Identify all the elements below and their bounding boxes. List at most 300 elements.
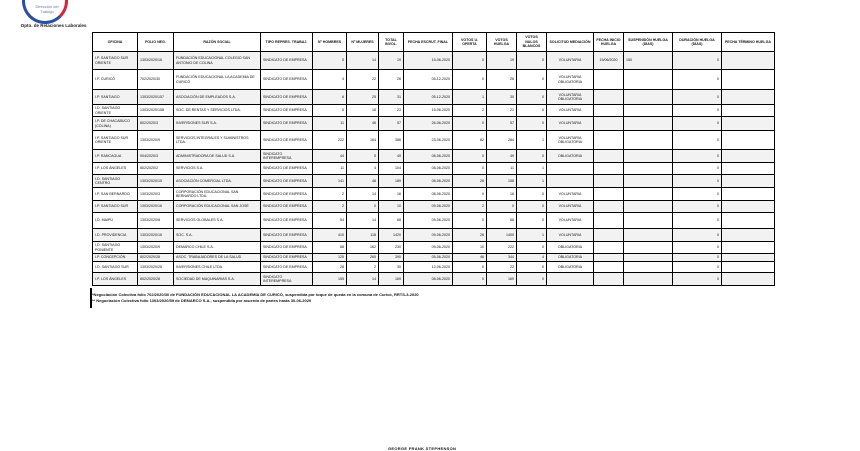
table-cell: 158 (487, 175, 517, 188)
table-row (93, 229, 775, 242)
table-cell: 19 (379, 52, 404, 70)
table-cell (594, 188, 624, 201)
table-cell: VOLUNTARIA (547, 213, 594, 229)
table-cell: 08-06-2020 (404, 273, 453, 286)
table-cell (624, 90, 673, 105)
table-cell: 0 (517, 188, 547, 201)
table-cell: 09-06-2020 (404, 213, 453, 229)
table-cell: 0 (517, 52, 547, 70)
table-cell (722, 242, 775, 254)
table-cell (624, 150, 673, 163)
table-cell: 0 (453, 188, 487, 201)
table-row (93, 254, 775, 262)
table-row (93, 90, 775, 105)
table-cell (722, 90, 775, 105)
table-cell (594, 175, 624, 188)
table-cell: ASOC. TRABAJADORES DE LA SALUD (174, 254, 261, 262)
table-cell (722, 213, 775, 229)
table-cell: 169 (487, 273, 517, 286)
table-cell: 2 (347, 262, 379, 273)
table-cell: 14 (347, 52, 379, 70)
table-cell: 1303/2020/9 (138, 131, 174, 150)
table-cell: 4 (517, 254, 547, 262)
table-cell: I.D. SANTIAGO SUR (93, 262, 138, 273)
table-cell: 14 (347, 188, 379, 201)
table-cell: 4 (347, 163, 379, 175)
table-row (93, 213, 775, 229)
table-cell (594, 70, 624, 90)
table-cell: OBLIGATORIA (547, 242, 594, 254)
table-cell: 1 (453, 90, 487, 105)
table-cell: 230 (379, 242, 404, 254)
table-cell: 0 (453, 213, 487, 229)
table-cell: 15/06/2020 (594, 52, 624, 70)
table-cell (594, 150, 624, 163)
table-cell: 141 (313, 175, 347, 188)
table-row (93, 131, 775, 150)
table-cell: 2 (313, 201, 347, 213)
table-cell: 1303/2020/15 (138, 175, 174, 188)
table-cell: I.P. RANCAGUA (93, 150, 138, 163)
table-cell (624, 242, 673, 254)
table-cell: 18 (347, 105, 379, 117)
table-cell (722, 188, 775, 201)
table-cell (594, 201, 624, 213)
table-cell: 0 (673, 262, 722, 273)
table-cell (722, 131, 775, 150)
table-cell: 1420 (379, 229, 404, 242)
table-cell: 702/2020/30 (138, 70, 174, 90)
table-cell: 19 (487, 52, 517, 70)
table-row (93, 70, 775, 90)
table-cell: OBLIGATORIA (547, 262, 594, 273)
table-cell: 0 (673, 213, 722, 229)
table-row (93, 105, 775, 117)
table-cell: 0 (673, 131, 722, 150)
table-cell: 0 (517, 242, 547, 254)
table-cell (722, 254, 775, 262)
table-cell: 31 (379, 90, 404, 105)
table-cell: 0 (673, 52, 722, 70)
table-cell: 0 (517, 262, 547, 273)
table-cell: 0 (673, 150, 722, 163)
table-cell: 802/2020/2 (138, 163, 174, 175)
table-cell: 1303/2020/16 (138, 229, 174, 242)
column-header: RAZÓN SOCIAL (174, 33, 261, 52)
table-cell (722, 150, 775, 163)
table-cell: 26 (487, 70, 517, 90)
table-cell: 0 (487, 201, 517, 213)
logo-text: Dirección del Trabajo (35, 4, 59, 14)
table-cell: VOLUNTARIA (547, 52, 594, 70)
table-cell: 0 (673, 188, 722, 201)
table-cell: I.P. CONCEPCIÓN (93, 254, 138, 262)
column-header: VOTOS U. OFERTA (453, 33, 487, 52)
table-cell: 28 (313, 262, 347, 273)
table-cell: 57 (379, 117, 404, 131)
table-cell: I.P. LOS ÁNGELES (93, 163, 138, 175)
table-cell: 0 (673, 254, 722, 262)
table-cell: 1400 (487, 229, 517, 242)
table-cell: 1303/2020/158 (138, 105, 174, 117)
table-cell: 2 (453, 105, 487, 117)
table-cell (624, 105, 673, 117)
table-cell: SINDICATO DE EMPRESA (261, 201, 313, 213)
table-cell: SINDICATO DE EMPRESA (261, 52, 313, 70)
table-cell: 0 (517, 105, 547, 117)
table-cell (624, 188, 673, 201)
table-cell: 22 (487, 262, 517, 273)
table-cell: 16 (379, 188, 404, 201)
table-cell: 0 (673, 163, 722, 175)
table-row (93, 117, 775, 131)
column-header: Nº HOMBRES (313, 33, 347, 52)
table-cell: 49 (487, 150, 517, 163)
table-cell (624, 163, 673, 175)
footnote-2: ** Negociación Colectiva folio 1303/2020/59 de DEMARCO S.A., suspendida por acuerdo de partes hasta 30-06-2020 (92, 298, 312, 303)
table-cell: I.P. SANTIAGO SUR (93, 201, 138, 213)
table-cell: 162 (347, 242, 379, 254)
table-cell: I.D. SANTIAGO ORIENTE (93, 105, 138, 117)
table-cell: SERVICIOS INTEGRALES Y SUMINISTROS LTDA. (174, 131, 261, 150)
column-header: FECHA TÉRMINO HUELGA (722, 33, 775, 52)
table-cell: 25 (347, 90, 379, 105)
table-cell: 68 (379, 213, 404, 229)
table-cell: ADMINISTRADORA DE SALUD S.A. (174, 150, 261, 163)
table-cell: 0 (673, 90, 722, 105)
column-header: OFICINA (93, 33, 138, 52)
signature-footer: GEORGE FRANK STEPHENSON (388, 446, 457, 451)
table-cell: 26-06-2020 (404, 117, 453, 131)
table-cell: 48 (347, 175, 379, 188)
table-cell: I.D. SANTIAGO CENTRO (93, 175, 138, 188)
strike-negotiations-table (92, 32, 775, 286)
table-cell: 0 (453, 163, 487, 175)
table-cell: SINDICATO DE EMPRESA (261, 254, 313, 262)
table-cell: 344 (487, 254, 517, 262)
table-cell: SINDICATO INTEREMPRESA (261, 273, 313, 286)
table-cell: OBLIGATORIA (547, 254, 594, 262)
table-cell: 1303/2020/3 (138, 188, 174, 201)
table-cell (594, 213, 624, 229)
table-cell (722, 70, 775, 90)
table-cell: 6 (313, 90, 347, 105)
table-cell: 284 (487, 131, 517, 150)
table-cell: 23 (379, 105, 404, 117)
table-cell: CORPORACIÓN EDUCACIONAL SAN BERNARDO LTDA. (174, 188, 261, 201)
table-cell: 0 (453, 150, 487, 163)
table-cell (594, 131, 624, 150)
table-cell: SINDICATO DE EMPRESA (261, 213, 313, 229)
table-cell: 11 (313, 117, 347, 131)
table-row (93, 201, 775, 213)
table-cell: 386 (379, 131, 404, 150)
table-cell: 904/2020/3 (138, 150, 174, 163)
table-cell: 82 (453, 131, 487, 150)
table-cell: 05-06-2020 (404, 254, 453, 262)
table-cell: 11 (313, 163, 347, 175)
table-cell (624, 131, 673, 150)
table-cell: 0 (453, 52, 487, 70)
table-header-row (93, 33, 775, 52)
table-cell: 08-06-2020 (404, 175, 453, 188)
table-row (93, 242, 775, 254)
table-cell: CORPORACIÓN EDUCACIONAL SAN JOSÉ (174, 201, 261, 213)
table-cell: 46 (347, 117, 379, 131)
table-cell: 26 (453, 229, 487, 242)
table-cell: 1303/2020/26 (138, 262, 174, 273)
table-cell: I.D. PROVIDENCIA (93, 229, 138, 242)
table-cell: 57 (487, 117, 517, 131)
table-cell: 1303/2020/8 (138, 213, 174, 229)
table-cell (547, 163, 594, 175)
table-cell: VOLUNTARIA OBLIGATORIA (547, 131, 594, 150)
table-cell (594, 273, 624, 286)
table-cell (594, 254, 624, 262)
column-header: SOLICITUD MEDIACIÓN (547, 33, 594, 52)
table-cell: 1303/2020/9 (138, 242, 174, 254)
table-cell: 0 (517, 213, 547, 229)
table-cell: 68 (487, 213, 517, 229)
table-cell: 0 (517, 273, 547, 286)
footnote-1: *Negociación Colectiva folio 702/2020/30 de FUNDACIÓN EDUCACIONAL LA ACADEMIA DE CURICÓ, suspendida por toque de queda en la comuna de Curicó, RRTS-3-2020 (92, 292, 419, 297)
table-cell: I.P. SANTIAGO SUR ORIENTE (93, 131, 138, 150)
table-cell: 30 (487, 90, 517, 105)
table-cell: 1 (517, 229, 547, 242)
table-cell: 0 (517, 150, 547, 163)
table-cell: 16 (487, 188, 517, 201)
table-cell: I.P. CURICÓ (93, 70, 138, 90)
table-cell: SOCIEDAD DE MAQUINARIAS S.A. (174, 273, 261, 286)
column-header: FECHA ESCRUT. FINAL (404, 33, 453, 52)
table-cell: 118 (347, 229, 379, 242)
table-cell: SINDICATO DE EMPRESA (261, 175, 313, 188)
table-cell: 0 (453, 262, 487, 273)
column-header: SUSPENSIÓN HUELGA (DÍAS) (624, 33, 673, 52)
table-cell: 802/2020/3 (138, 117, 174, 131)
table-cell: SOC. S.A. (174, 229, 261, 242)
table-cell: 08-06-2020 (404, 150, 453, 163)
table-cell: VOLUNTARIA (547, 201, 594, 213)
table-cell (594, 163, 624, 175)
table-cell: OBLIGATORIA (547, 150, 594, 163)
table-row (93, 52, 775, 70)
column-header: TIPO REPRES. TRABAJ. (261, 33, 313, 52)
table-cell: VOLUNTARIA (547, 117, 594, 131)
table-cell: 0 (453, 70, 487, 90)
table-cell (594, 229, 624, 242)
table-row (93, 175, 775, 188)
table-cell (594, 262, 624, 273)
table-cell: SINDICATO DE EMPRESA (261, 70, 313, 90)
table-cell: 09-06-2020 (404, 201, 453, 213)
table-row (93, 262, 775, 273)
table-cell: 0 (517, 70, 547, 90)
table-cell: 30 (379, 262, 404, 273)
table-cell: SINDICATO DE EMPRESA (261, 242, 313, 254)
table-cell: I.P. SANTIAGO (93, 90, 138, 105)
table-cell: 4 (313, 70, 347, 90)
table-cell: 1303/2020/157 (138, 90, 174, 105)
table-cell: 169 (379, 273, 404, 286)
table-cell: 08-06-2020 (404, 163, 453, 175)
table-cell (624, 229, 673, 242)
table-cell (722, 229, 775, 242)
table-cell: SOC. DE RENTAS Y SERVICIOS LTDA. (174, 105, 261, 117)
table-cell: I.D. SANTIAGO PONIENTE (93, 242, 138, 254)
table-cell: 164 (347, 131, 379, 150)
table-cell: 14 (347, 273, 379, 286)
table-cell (624, 201, 673, 213)
table-cell: 28 (453, 175, 487, 188)
table-cell (722, 262, 775, 273)
table-cell (722, 175, 775, 188)
table-cell: 0 (673, 229, 722, 242)
table-cell: 0 (673, 242, 722, 254)
column-header: Nº MUJERES (347, 33, 379, 52)
table-cell: I.D. MAIPÚ (93, 213, 138, 229)
table-cell: 54 (313, 213, 347, 229)
table-cell (624, 70, 673, 90)
table-cell: VOLUNTARIA (547, 188, 594, 201)
table-cell: 11 (487, 163, 517, 175)
table-cell: ASOCIACIÓN COMERCIAL LTDA. (174, 175, 261, 188)
table-cell (624, 273, 673, 286)
department-label: Dpto. de Relaciones Laborales (21, 23, 87, 28)
table-cell: SINDICATO DE EMPRESA (261, 229, 313, 242)
table-cell: 0 (673, 201, 722, 213)
table-cell: SINDICATO DE EMPRESA (261, 131, 313, 150)
table-cell: 125 (313, 254, 347, 262)
table-cell: 08-06-2020 (404, 188, 453, 201)
column-header: VOTOS NULOS BLANCOS (517, 33, 547, 52)
table-cell: 390 (379, 254, 404, 262)
table-cell: 0 (347, 201, 379, 213)
table-cell: SERVICIOS GLOBALES S.A. (174, 213, 261, 229)
table-cell: 05-12-2020 (404, 90, 453, 105)
table-cell: INVERSIONES SUR S.A. (174, 117, 261, 131)
table-cell: SERVICIOS S.A. (174, 163, 261, 175)
table-cell: 0 (673, 175, 722, 188)
table-cell (624, 254, 673, 262)
table-cell: 2 (453, 201, 487, 213)
table-cell: 15-06-2020 (404, 105, 453, 117)
table-cell: 46 (453, 254, 487, 262)
table-cell: 0 (453, 273, 487, 286)
table-cell: INVERSIONES CHILE LTDA. (174, 262, 261, 273)
table-cell (722, 117, 775, 131)
table-cell: SINDICATO INTEREMPRESA (261, 150, 313, 163)
table-cell (547, 175, 594, 188)
table-cell (722, 163, 775, 175)
table-cell: 09-06-2020 (404, 229, 453, 242)
table-cell: 0 (517, 117, 547, 131)
table-cell: 49 (379, 150, 404, 163)
table-cell (624, 175, 673, 188)
table-cell: 5 (313, 52, 347, 70)
column-header: VOTOS HUELGA (487, 33, 517, 52)
table-cell: 1 (517, 163, 547, 175)
table-cell: 0 (517, 90, 547, 105)
table-cell: 1 (517, 131, 547, 150)
table-cell (594, 105, 624, 117)
table-cell: 1303/2020/16 (138, 201, 174, 213)
table-cell (624, 213, 673, 229)
table-cell: 104 (379, 163, 404, 175)
table-cell: I.P. LOS ÁNGELES (93, 273, 138, 286)
table-cell (722, 105, 775, 117)
table-row (93, 188, 775, 201)
table-cell: VOLUNTARIA (547, 229, 594, 242)
table-cell: 14 (347, 213, 379, 229)
table-cell: 10 (379, 201, 404, 213)
table-cell: 15-06-2020 (404, 52, 453, 70)
table-cell: SINDICATO DE EMPRESA (261, 188, 313, 201)
table-cell: 802/2020/28 (138, 273, 174, 286)
table-cell: SINDICATO DE EMPRESA (261, 262, 313, 273)
column-header: TOTAL INVOL. (379, 33, 404, 52)
table-cell: 0 (453, 117, 487, 131)
table-cell: SINDICATO DE EMPRESA (261, 90, 313, 105)
table-cell (722, 273, 775, 286)
table-cell: 0 (517, 201, 547, 213)
table-cell: 5 (347, 150, 379, 163)
table-cell: VOLUNTARIA OBLIGATORIA (547, 90, 594, 105)
table-cell: 0 (673, 117, 722, 131)
table-cell (594, 90, 624, 105)
table-cell: I.P. SANTIAGO SUR ORIENTE (93, 52, 138, 70)
table-cell: 1303/2020/16 (138, 52, 174, 70)
table-cell: 68 (313, 242, 347, 254)
table-cell: 5 (313, 105, 347, 117)
table-cell: FUNDACIÓN EDUCACIONAL LA ACADEMIA DE CURICÓ (174, 70, 261, 90)
table-cell: 222 (313, 131, 347, 150)
table-cell: 0 (673, 273, 722, 286)
table-cell: 1 (517, 175, 547, 188)
table-cell: I.P. SAN BERNARDO (93, 188, 138, 201)
table-cell: 410 (313, 229, 347, 242)
table-cell: 155 (313, 273, 347, 286)
column-header: FOLIO NEG. (138, 33, 174, 52)
table-row (93, 273, 775, 286)
table-cell: SINDICATO DE EMPRESA (261, 163, 313, 175)
column-header: FECHA INICIO HUELGA (594, 33, 624, 52)
table-cell (624, 262, 673, 273)
table-cell: DEMARCO CHILE S.A. (174, 242, 261, 254)
table-cell: 26 (379, 70, 404, 90)
table-cell (594, 117, 624, 131)
table-cell: VOLUNTARIA (547, 105, 594, 117)
table-cell: 222 (487, 242, 517, 254)
table-cell (722, 201, 775, 213)
table-cell: 0 (673, 70, 722, 90)
table-cell: 23-06-2020 (404, 131, 453, 150)
table-cell: 189 (379, 175, 404, 188)
table-row (93, 163, 775, 175)
table-cell (594, 242, 624, 254)
table-cell: 22 (347, 70, 379, 90)
table-cell: 05-12-2020 (404, 70, 453, 90)
table-cell: 802/2020/28 (138, 254, 174, 262)
table-cell (547, 273, 594, 286)
table-cell: I.P. DE CHACABUCO (COLINA) (93, 117, 138, 131)
table-cell (722, 52, 775, 70)
table-cell: FUNDACIÓN EDUCACIONAL COLEGIO SAN ANTONIO DE COLINA (174, 52, 261, 70)
table-row (93, 150, 775, 163)
table-cell: 09-06-2020 (404, 242, 453, 254)
table-cell: SINDICATO DE EMPRESA (261, 117, 313, 131)
footnotes (92, 292, 419, 304)
